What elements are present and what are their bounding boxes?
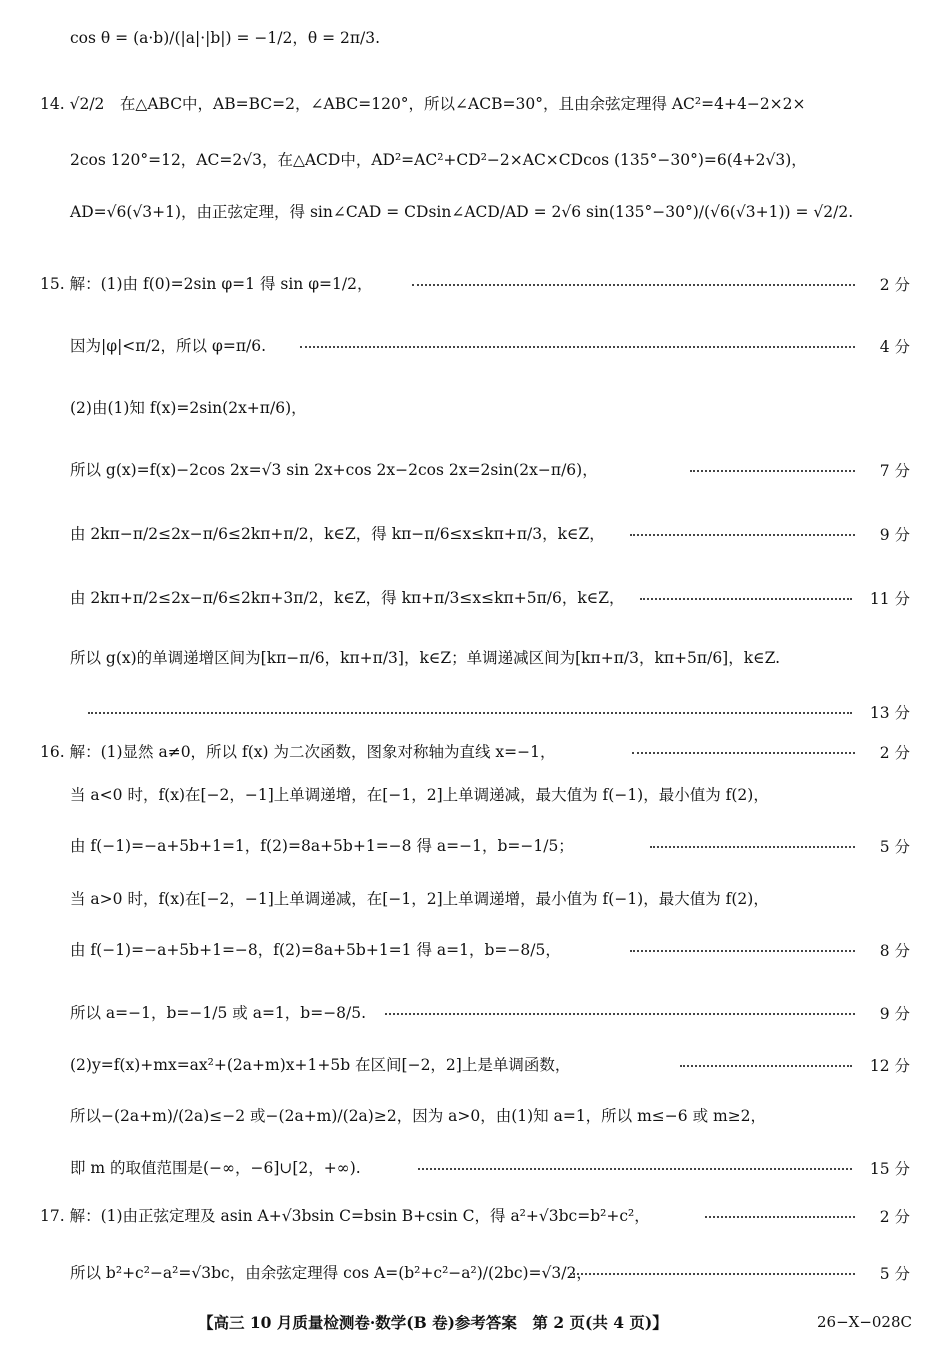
line-text: 即 m 的取值范围是(−∞，−6]∪[2，+∞). (70, 1159, 361, 1177)
leader-dots (705, 1216, 855, 1218)
leader-dots (385, 1013, 855, 1015)
line-text: 所以 a=−1，b=−1/5 或 a=1，b=−8/5. (70, 1004, 367, 1022)
answer-line-11 (0, 638, 950, 678)
leader-dots (632, 752, 855, 754)
line-text: 所以 b²+c²−a²=√3bc，由余弦定理得 cos A=(b²+c²−a²)/(2bc)=√3/2， (70, 1264, 592, 1282)
footer-code: 26−X−028C (816, 1313, 912, 1331)
leader-dots (680, 1065, 852, 1067)
line-text: 当 a>0 时，f(x)在[−2，−1]上单调递减，在[−1，2]上单调递增，最小值为 f(−1)，最大值为 f(2)， (70, 890, 769, 908)
line-text: 所以−(2a+m)/(2a)≤−2 或−(2a+m)/(2a)≥2，因为 a>0，由(1)知 a=1，所以 m≤−6 或 m≥2， (70, 1107, 767, 1125)
score-label: 12 分 (869, 1057, 910, 1075)
answer-line-7 (0, 388, 950, 428)
leader-dots (690, 470, 855, 472)
score-label: 5 分 (879, 838, 910, 856)
score-label: 15 分 (869, 1160, 910, 1178)
score-label: 7 分 (879, 462, 910, 480)
leader-dots (412, 284, 855, 286)
answer-line-16 (0, 879, 950, 919)
score-label: 9 分 (879, 526, 910, 544)
answer-line-23 (0, 1253, 950, 1293)
score-label: 11 分 (869, 590, 910, 608)
line-text: 15. 解：(1)由 f(0)=2sin φ=1 得 sin φ=1/2， (40, 275, 373, 293)
answer-line-17 (0, 930, 950, 970)
leader-dots (640, 598, 852, 600)
score-label: 9 分 (879, 1005, 910, 1023)
answer-line-18 (0, 993, 950, 1033)
line-text: (2)y=f(x)+mx=ax²+(2a+m)x+1+5b 在区间[−2，2]上是单调函数， (70, 1056, 571, 1074)
line-text: cos θ = (a·b)/(|a|·|b|) = −1/2，θ = 2π/3. (70, 29, 381, 47)
line-text: 2cos 120°=12，AC=2√3，在△ACD中，AD²=AC²+CD²−2×AC×CDcos (135°−30°)=6(4+2√3)， (70, 151, 807, 169)
line-text: 因为|φ|<π/2，所以 φ=π/6. (70, 337, 267, 355)
page-footer (0, 1304, 950, 1340)
answer-line-3 (0, 140, 950, 180)
score-label: 2 分 (879, 744, 910, 762)
line-text: AD=√6(√3+1)，由正弦定理，得 sin∠CAD = CDsin∠ACD/AD = 2√6 sin(135°−30°)/(√6(√3+1)) = √2/2. (70, 203, 854, 221)
line-text: 14. √2/2 在△ABC中，AB=BC=2，∠ABC=120°，所以∠ACB=30°，且由余弦定理得 AC²=4+4−2×2× (40, 95, 806, 113)
score-label: 5 分 (879, 1265, 910, 1283)
answer-line-4 (0, 192, 950, 232)
line-text: 所以 g(x)的单调递增区间为[kπ−π/6，kπ+π/3]，k∈Z；单调递减区间为[kπ+π/3，kπ+5π/6]，k∈Z. (70, 649, 781, 667)
leader-dots (630, 950, 855, 952)
answer-line-8 (0, 450, 950, 490)
line-text: 由 2kπ−π/2≤2x−π/6≤2kπ+π/2，k∈Z，得 kπ−π/6≤x≤kπ+π/3，k∈Z， (70, 525, 605, 543)
score-label: 4 分 (879, 338, 910, 356)
line-text: 由 2kπ+π/2≤2x−π/6≤2kπ+3π/2，k∈Z，得 kπ+π/3≤x≤kπ+5π/6，k∈Z， (70, 589, 625, 607)
answer-line-13 (0, 732, 950, 772)
line-text: 所以 g(x)=f(x)−2cos 2x=√3 sin 2x+cos 2x−2cos 2x=2sin(2x−π/6)， (70, 461, 598, 479)
line-text: 由 f(−1)=−a+5b+1=1，f(2)=8a+5b+1=−8 得 a=−1，b=−1/5； (70, 837, 574, 855)
answer-line-22 (0, 1196, 950, 1236)
line-text: 当 a<0 时，f(x)在[−2，−1]上单调递增，在[−1，2]上单调递减，最大值为 f(−1)，最小值为 f(2)， (70, 786, 769, 804)
line-text: (2)由(1)知 f(x)=2sin(2x+π/6)， (70, 399, 307, 417)
answer-line-2 (0, 84, 950, 124)
answer-line-6 (0, 326, 950, 366)
line-text: 由 f(−1)=−a+5b+1=−8，f(2)=8a+5b+1=1 得 a=1，b=−8/5， (70, 941, 561, 959)
leader-dots (300, 346, 855, 348)
leader-dots (630, 534, 855, 536)
footer-title: 【高三 10 月质量检测卷·数学(B 卷)参考答案 第 2 页(共 4 页)】 (198, 1313, 668, 1332)
answer-line-1 (0, 18, 950, 58)
score-label: 13 分 (869, 704, 910, 722)
answer-line-20 (0, 1096, 950, 1136)
answer-line-14 (0, 775, 950, 815)
answer-line-5 (0, 264, 950, 304)
answer-line-10 (0, 578, 950, 618)
score-label: 2 分 (879, 276, 910, 294)
answer-line-12 (0, 692, 950, 732)
answer-line-9 (0, 514, 950, 554)
leader-dots (570, 1273, 855, 1275)
leader-dots (418, 1168, 852, 1170)
line-text: 16. 解：(1)显然 a≠0，所以 f(x) 为二次函数，图象对称轴为直线 x=−1， (40, 743, 556, 761)
line-text: 17. 解：(1)由正弦定理及 asin A+√3bsin C=bsin B+csin C，得 a²+√3bc=b²+c²， (40, 1207, 650, 1225)
leader-dots (88, 712, 852, 714)
answer-line-21 (0, 1148, 950, 1188)
score-label: 8 分 (879, 942, 910, 960)
answer-line-19 (0, 1045, 950, 1085)
leader-dots (650, 846, 855, 848)
answer-line-15 (0, 826, 950, 866)
score-label: 2 分 (879, 1208, 910, 1226)
